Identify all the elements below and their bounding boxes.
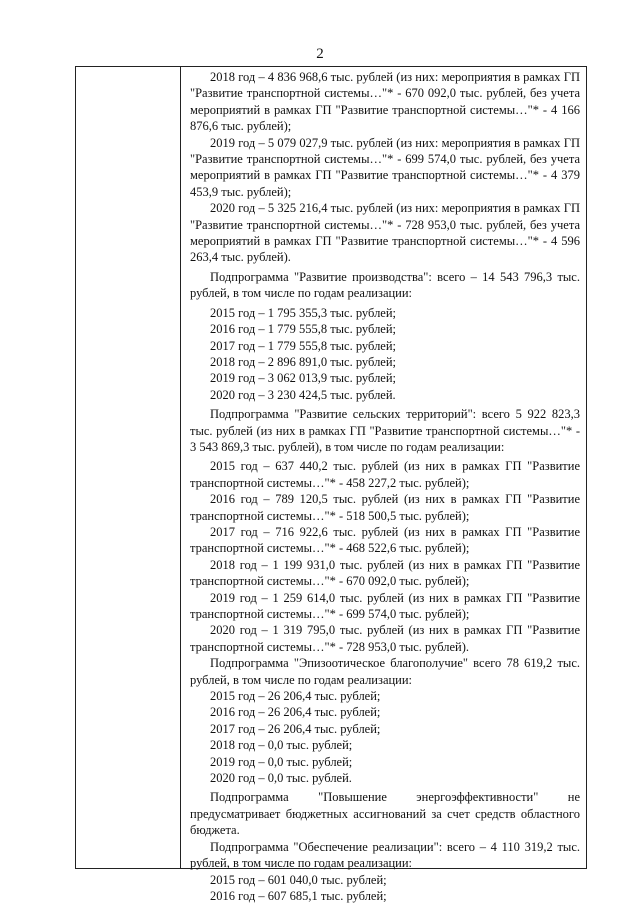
epizootic-year-2015: 2015 год – 26 206,4 тыс. рублей; <box>210 689 381 704</box>
production-year-2015: 2015 год – 1 795 355,3 тыс. рублей; <box>210 305 397 320</box>
rural-subprogram-intro: Подпрограмма "Развитие сельских территорий": всего 5 922 823,3 тыс. рублей (из них в рамках ГП "Развитие транспортной системы…"* - 3 543 869,3 тыс. рублей), в том числе по годам реализации: <box>190 407 580 454</box>
rural-year-2018: 2018 год – 1 199 931,0 тыс. рублей (из них в рамках ГП "Развитие транспортной системы…"* - 670 092,0 тыс. рублей); <box>190 557 580 589</box>
rural-year-2020: 2020 год – 1 319 795,0 тыс. рублей (из них в рамках ГП "Развитие транспортной системы…"* - 728 953,0 тыс. рублей). <box>190 623 580 654</box>
production-year-2018: 2018 год – 2 896 891,0 тыс. рублей; <box>210 354 397 369</box>
production-year-2020: 2020 год – 3 230 424,5 тыс. рублей. <box>210 387 396 402</box>
paragraph-2020-total: 2020 год – 5 325 216,4 тыс. рублей (из них: мероприятия в рамках ГП "Развитие транспортной системы…"* - 728 953,0 тыс. рублей, без учета мероприятий в рамках ГП "Развитие транспортной системы…"* - 4 596 263,4 тыс. рублей). <box>190 201 580 265</box>
production-year-2017: 2017 год – 1 779 555,8 тыс. рублей; <box>210 338 397 353</box>
ensuring-subprogram-intro: Подпрограмма "Обеспечение реализации": всего – 4 110 319,2 тыс. рублей, в том числе по годам реализации: <box>190 839 580 871</box>
epizootic-year-2019: 2019 год – 0,0 тыс. рублей; <box>210 754 353 769</box>
production-year-2016: 2016 год – 1 779 555,8 тыс. рублей; <box>210 322 397 337</box>
production-subprogram-intro: Подпрограмма "Развитие производства": всего – 14 543 796,3 тыс. рублей, в том числе по годам реализации: <box>190 269 580 301</box>
production-year-2019: 2019 год – 3 062 013,9 тыс. рублей; <box>210 371 397 386</box>
paragraph-2019-total: 2019 год – 5 079 027,9 тыс. рублей (из них: мероприятия в рамках ГП "Развитие транспортной системы…"* - 699 574,0 тыс. рублей, без учета мероприятий в рамках ГП "Развитие транспортной системы…"* - 4 379 453,9 тыс. рублей); <box>190 135 580 199</box>
page-number: 2 <box>316 46 324 62</box>
energy-subprogram-note: Подпрограмма "Повышение энергоэффективности" не предусматривает бюджетных ассигнований за счет средств областного бюджета. <box>190 790 580 838</box>
ensuring-year-2016: 2016 год – 607 685,1 тыс. рублей; <box>210 888 387 903</box>
rural-year-2015: 2015 год – 637 440,2 тыс. рублей (из них в рамках ГП "Развитие транспортной системы…"* - 458 227,2 тыс. рублей); <box>190 459 580 490</box>
paragraph-2018-total: 2018 год – 4 836 968,6 тыс. рублей (из них: мероприятия в рамках ГП "Развитие транспортной системы…"* - 670 092,0 тыс. рублей, без учета мероприятий в рамках ГП "Развитие транспортной системы…"* - 4 166 876,6 тыс. рублей); <box>190 70 580 134</box>
rural-year-2017: 2017 год – 716 922,6 тыс. рублей (из них в рамках ГП "Развитие транспортной системы…"* - 468 522,6 тыс. рублей); <box>190 524 580 556</box>
epizootic-year-2020: 2020 год – 0,0 тыс. рублей. <box>210 771 352 786</box>
epizootic-year-2018: 2018 год – 0,0 тыс. рублей; <box>210 738 353 753</box>
column-divider <box>180 66 181 869</box>
rural-year-2016: 2016 год – 789 120,5 тыс. рублей (из них в рамках ГП "Развитие транспортной системы…"* - 518 500,5 тыс. рублей); <box>190 492 580 523</box>
rural-year-2019: 2019 год – 1 259 614,0 тыс. рублей (из них в рамках ГП "Развитие транспортной системы…"* - 699 574,0 тыс. рублей); <box>190 590 580 621</box>
epizootic-subprogram-intro: Подпрограмма "Эпизоотическое благополучие" всего 78 619,2 тыс. рублей, в том числе по годам реализации: <box>190 656 580 687</box>
ensuring-year-2015: 2015 год – 601 040,0 тыс. рублей; <box>210 872 387 887</box>
epizootic-year-2016: 2016 год – 26 206,4 тыс. рублей; <box>210 705 381 720</box>
funding-text-cell <box>190 69 580 904</box>
epizootic-year-2017: 2017 год – 26 206,4 тыс. рублей; <box>210 721 381 736</box>
